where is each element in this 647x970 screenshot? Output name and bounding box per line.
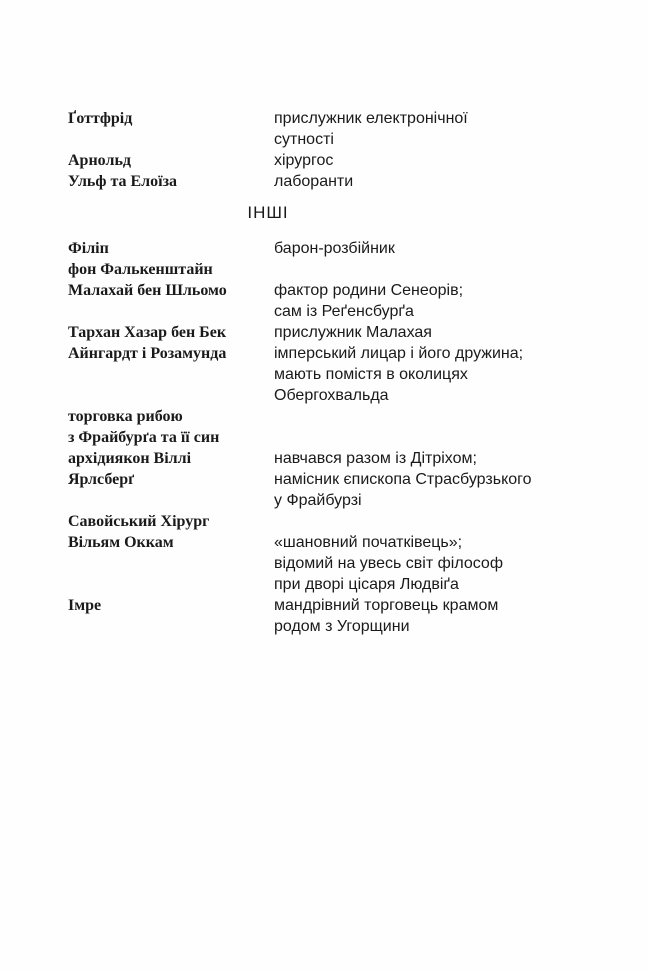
- character-entry: [68, 280, 578, 322]
- character-description-line: лаборанти: [274, 173, 354, 190]
- character-name-line: Ульф та Елоїза: [68, 173, 178, 190]
- character-name-line: Савойський Хірург: [68, 513, 210, 530]
- character-name-line: Ярлсберґ: [68, 471, 135, 488]
- character-description-line: імперський лицар і його дружина;: [274, 345, 524, 362]
- character-description-line: у Фрайбурзі: [274, 492, 362, 509]
- character-entry: [68, 108, 578, 150]
- character-name-line: Вільям Оккам: [68, 534, 174, 551]
- character-name-line: Арнольд: [68, 152, 131, 169]
- character-name-line: Малахай бен Шльомо: [68, 282, 227, 299]
- character-entry: [68, 532, 578, 595]
- character-entry: [68, 343, 578, 406]
- character-name-line: фон Фалькенштайн: [68, 261, 213, 278]
- character-entry: [68, 322, 578, 343]
- character-description-line: родом з Угорщини: [274, 618, 410, 635]
- character-name: [68, 532, 274, 553]
- character-name-line: Ґоттфрід: [68, 110, 133, 127]
- character-name-line: архідиякон Віллі: [68, 450, 192, 467]
- character-description: [274, 343, 578, 406]
- character-description: [274, 280, 578, 322]
- section-heading: ІНШІ: [247, 203, 289, 222]
- character-name: [68, 322, 274, 343]
- character-list: [68, 108, 578, 637]
- character-description-line: прислужник Малахая: [274, 324, 432, 341]
- character-name-line: з Фрайбурґа та її син: [68, 429, 220, 446]
- character-description-line: хірургос: [274, 152, 334, 169]
- character-entry: [68, 595, 578, 637]
- character-entry: [68, 448, 578, 511]
- character-description-line: Обергохвальда: [274, 387, 389, 404]
- character-name-line: Тархан Хазар бен Бек: [68, 324, 227, 341]
- character-name: [68, 448, 274, 490]
- character-description: [274, 532, 578, 595]
- character-description-line: прислужник електронічної: [274, 110, 468, 127]
- character-name: [68, 406, 274, 448]
- character-description: [274, 150, 578, 171]
- character-description-line: сутності: [274, 131, 334, 148]
- character-entry: [68, 238, 578, 280]
- character-description-line: мандрівний торговець крамом: [274, 597, 499, 614]
- character-description: [274, 171, 578, 192]
- character-name: [68, 343, 274, 364]
- character-name: [68, 171, 274, 192]
- character-description-line: відомий на увесь світ філософ: [274, 555, 503, 572]
- character-description: [274, 448, 578, 511]
- character-name-line: Філіп: [68, 240, 109, 257]
- character-description-line: при дворі цісаря Людвіґа: [274, 576, 459, 593]
- character-description: [274, 595, 578, 637]
- character-name: [68, 511, 274, 532]
- character-name-line: Айнгардт і Розамунда: [68, 345, 227, 362]
- character-entry: [68, 171, 578, 192]
- character-entry: [68, 406, 578, 448]
- character-name: [68, 108, 274, 129]
- character-description: [274, 322, 578, 343]
- character-description-line: сам із Реґенсбурґа: [274, 303, 414, 320]
- character-entry: [68, 511, 578, 532]
- character-name: [68, 238, 274, 280]
- character-description-line: мають помістя в околицях: [274, 366, 468, 383]
- character-description-line: фактор родини Сенеорів;: [274, 282, 464, 299]
- character-description-line: барон-розбійник: [274, 240, 395, 257]
- character-description-line: намісник єпископа Страсбурзького: [274, 471, 532, 488]
- character-name: [68, 595, 274, 616]
- character-name: [68, 280, 274, 301]
- character-description: [274, 238, 578, 259]
- character-group-others: [68, 238, 578, 637]
- character-description-line: навчався разом із Дітріхом;: [274, 450, 477, 467]
- character-name: [68, 150, 274, 171]
- character-group-main: [68, 108, 578, 192]
- character-name-line: Імре: [68, 597, 102, 614]
- character-description-line: «шановний початківець»;: [274, 534, 463, 551]
- character-entry: [68, 150, 578, 171]
- character-name-line: торговка рибою: [68, 408, 183, 425]
- character-description: [274, 108, 578, 150]
